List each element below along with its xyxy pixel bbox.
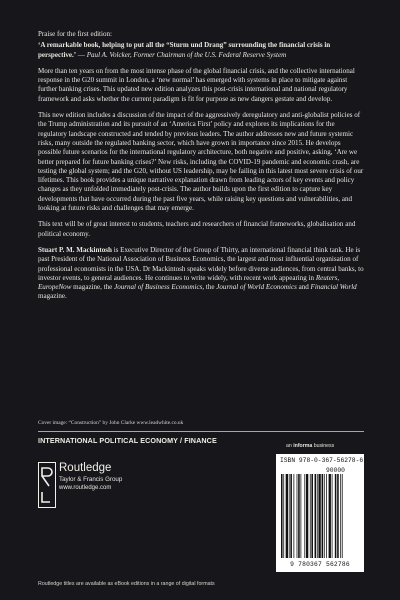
barcode-bar (322, 474, 324, 558)
barcode-bar (290, 474, 292, 558)
barcode-bar (324, 474, 325, 558)
pub-financial-world: Financial World (310, 283, 357, 292)
author-bio-text: magazine. (38, 292, 67, 301)
barcode-bar (329, 474, 331, 558)
barcode-icon (280, 474, 360, 560)
description-paragraph-1: More than ten years on from the most intense phase of the global financial crisis, and the collective international response in the G20 summit in London, a ‘new normal’ has emerged with systems in place to mitigate against further banking crises. This updated new edition analyzes this post-crisis international and national regulatory framework and asks whether the current paradigm is fit for purpose as new dangers gestate and develop. (38, 66, 355, 103)
barcode-bar (281, 474, 283, 558)
subject-category: INTERNATIONAL POLITICAL ECONOMY / FINANCE (38, 436, 217, 445)
barcode-bar (301, 474, 302, 558)
publisher-group: Taylor & Francis Group (59, 476, 123, 483)
isbn-barcode (276, 454, 364, 572)
barcode-bar (298, 474, 300, 558)
barcode-addon-code: 90000 (326, 467, 345, 474)
barcode-bar (293, 474, 294, 558)
informa-suffix: business (312, 443, 335, 449)
pub-reuters: Reuters (315, 273, 338, 282)
barcode-bar (335, 474, 337, 558)
barcode-bar (326, 474, 327, 558)
quote-attribution: Paul A. Volcker, Former Chairman of the U.S. Federal Reserve System (86, 50, 287, 59)
publisher-block (38, 462, 168, 518)
barcode-digits: 9 780367 562786 (290, 561, 350, 568)
barcode-bar (283, 474, 284, 558)
barcode-bar (342, 474, 343, 558)
informa-prefix: an (286, 443, 294, 449)
barcode-bar (318, 474, 320, 558)
barcode-bar (315, 474, 317, 558)
informa-business-label (286, 443, 334, 449)
isbn-number: ISBN 978-0-367-56278-6 (280, 457, 364, 464)
routledge-logo-icon (38, 462, 56, 508)
quote-dash: — (76, 50, 87, 59)
author-name: Stuart P. M. Mackintosh (38, 245, 112, 254)
barcode-bar (337, 474, 339, 558)
praise-heading: Praise for the first edition: (38, 30, 112, 38)
praise-quote (38, 41, 364, 60)
barcode-bar (289, 474, 290, 558)
ebook-availability-note: Routledge titles are available as eBook editions in a range of digital formats (38, 581, 215, 587)
back-cover-text (38, 30, 364, 309)
description-paragraph-2: This new edition includes a discussion of the impact of the aggressively deregulatory and anti-globalist policies of the Trump administration and its pursuit of an ‘America First’ policy and explores its implications for the regulatory landscape constructed and tended by previous leaders. The author addresses new and future systemic risks, many outside the regulated banking sector, which have grown in importance since 2015. He develops possible future scenarios for the international regulatory architecture, both negative and positive, asking, ‘Are we better prepared for future banking crises?’ New risks, including the COVID-19 pandemic and economic crash, are testing the global system; and the G20, without US leadership, may be failing in this latest most severe crisis of our lifetimes. This book provides a unique narrative explanation drawn from leading actors of key events and policy changes as they unfolded immediately post-crisis. The author builds upon the first edition to capture key developments that have occurred during the past five years, while raising key questions and vulnerabilities, and looking at future risks and challenges that may emerge. (38, 111, 364, 213)
cover-image-credit: Cover image: “Construction” by John Clarke www.leadwhite.co.uk (38, 420, 184, 426)
barcode-bar (286, 474, 288, 558)
description-paragraph-3: This text will be of great interest to students, teachers and researchers of financial frameworks, globalisation and political economy. (38, 220, 356, 238)
author-bio-sep: , (337, 273, 340, 282)
divider (38, 431, 364, 432)
author-bio-text: is Executive Director of the Group of Thirty, an international financial think tank. He is past President of the National Association of Business Economics, the largest and most influential organisation of professional economists in the USA. Dr Mackintosh speaks widely before diverse audiences, from central banks, to investor events, to general audiences. He continues to write widely, with recent work appearing in (38, 245, 364, 282)
barcode-bar (311, 474, 313, 558)
barcode-bar (332, 474, 333, 558)
informa-brand: informa (293, 443, 313, 449)
author-bio (38, 246, 364, 302)
pub-journal-business-economics: Journal of Business Economics (114, 283, 203, 292)
publisher-name: Routledge (59, 462, 112, 474)
pub-europenow: EuropeNow (38, 283, 72, 292)
author-bio-sep: and (296, 283, 311, 292)
author-bio-text: magazine, the (71, 283, 115, 292)
barcode-bar (306, 474, 308, 558)
barcode-bar (310, 474, 311, 558)
barcode-bar (317, 474, 318, 558)
quote-text: ‘A remarkable book, helping to put all the “Sturm und Drang” surrounding the financial crisis in perspective.’ (38, 41, 331, 59)
publisher-url[interactable]: www.routledge.com (59, 485, 112, 491)
pub-journal-world-economics: Journal of World Economics (216, 283, 297, 292)
barcode-bar (340, 474, 341, 558)
author-bio-sep: , the (202, 283, 217, 292)
barcode-bar (297, 474, 298, 558)
barcode-bar (304, 474, 305, 558)
